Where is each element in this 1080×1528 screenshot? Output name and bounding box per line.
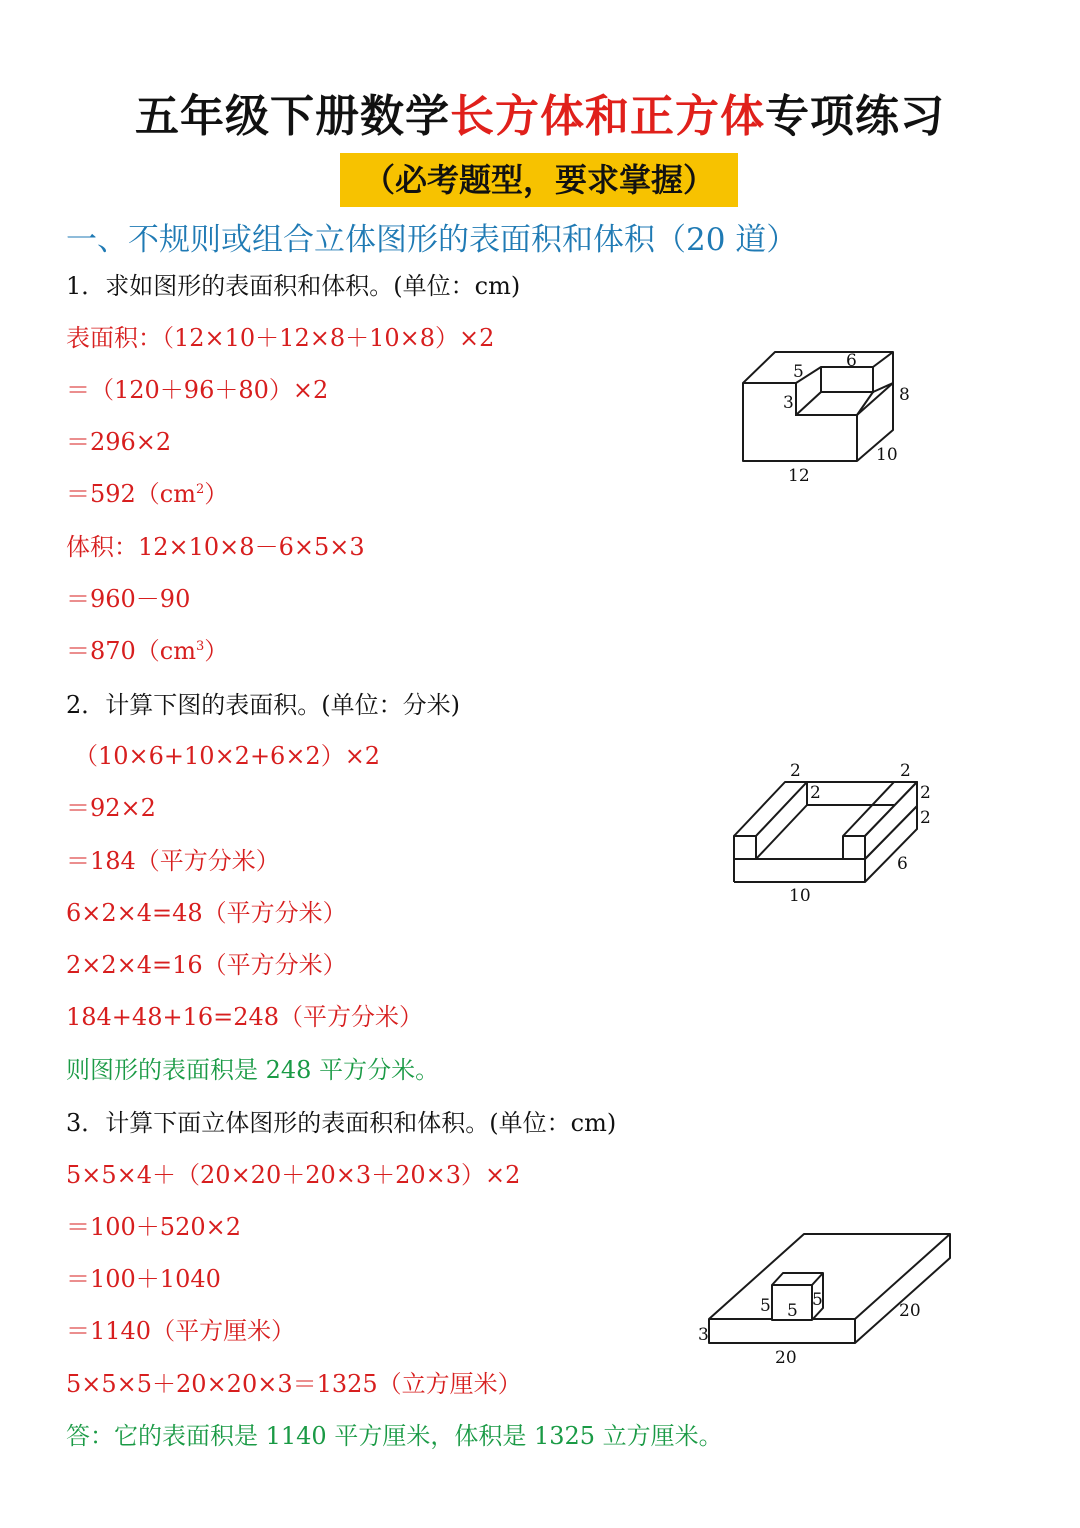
figure-label: 2 <box>920 808 931 828</box>
problem1-line: ＝296×2 <box>66 428 172 456</box>
problem1-line: ＝870（cm <box>66 637 197 665</box>
figure-label: 5 <box>793 362 804 382</box>
subtitle-banner <box>340 153 738 207</box>
figure-label: 20 <box>899 1301 921 1321</box>
figure-label: 2 <box>790 761 801 781</box>
problem1-volume-result <box>66 633 228 669</box>
problem2-line: 184+48+16=248（平方分米） <box>66 1003 424 1031</box>
figure-label: 2 <box>810 783 821 803</box>
title-highlight: 长方体和正方体 <box>450 91 765 142</box>
problem2-line: ＝184（平方分米） <box>66 847 280 875</box>
figure-label: 2 <box>920 783 931 803</box>
problem3-line: ＝100＋520×2 <box>66 1213 241 1241</box>
problem1-area-result <box>66 476 228 512</box>
problem2-answer: 则图形的表面积是 248 平方分米。 <box>66 1056 440 1084</box>
problem3-question: 3．计算下面立体图形的表面积和体积。(单位：cm) <box>66 1109 617 1137</box>
figure-label: 6 <box>846 351 857 371</box>
figure-label: 20 <box>775 1348 797 1368</box>
close-paren: ） <box>204 637 229 665</box>
figure-label: 12 <box>788 466 810 486</box>
problem3-answer: 答：它的表面积是 1140 平方厘米，体积是 1325 立方厘米。 <box>66 1422 723 1450</box>
figure-label: 10 <box>876 445 898 465</box>
problem1-line: ＝592（cm <box>66 480 197 508</box>
problem2-line: 6×2×4=48（平方分米） <box>66 899 347 927</box>
figure-2-u-channel <box>725 755 945 905</box>
problem1-line: ＝960－90 <box>66 585 191 613</box>
subtitle-text: （必考题型，要求掌握） <box>362 161 715 199</box>
problem1-line: ＝（120＋96＋80）×2 <box>66 376 329 404</box>
figure-3-cube-on-slab <box>695 1225 960 1370</box>
problem1-line: 体积：12×10×8－6×5×3 <box>66 533 365 561</box>
problem1-line: 表面积：（12×10＋12×8＋10×8）×2 <box>66 324 495 352</box>
problem2-question: 2．计算下图的表面积。(单位：分米) <box>66 691 460 719</box>
title-part1: 五年级下册数学 <box>135 91 450 142</box>
problem2-line: ＝92×2 <box>66 794 156 822</box>
problem3-line: 5×5×5＋20×20×3＝1325（立方厘米） <box>66 1370 522 1398</box>
close-paren: ） <box>204 480 229 508</box>
figure-label: 3 <box>698 1325 709 1345</box>
figure-label: 6 <box>897 854 908 874</box>
problem1-question: 1．求如图形的表面积和体积。(单位：cm) <box>66 272 521 300</box>
section-heading: 一、不规则或组合立体图形的表面积和体积（20 道） <box>66 222 798 258</box>
figure-label: 2 <box>900 761 911 781</box>
figure-label: 3 <box>783 393 794 413</box>
exponent: 2 <box>196 482 205 497</box>
problem3-line: ＝100＋1040 <box>66 1265 221 1293</box>
problem3-line: ＝1140（平方厘米） <box>66 1317 296 1345</box>
figure-label: 5 <box>787 1301 798 1321</box>
figure-label: 5 <box>760 1296 771 1316</box>
problem3-line: 5×5×4＋（20×20＋20×3＋20×3）×2 <box>66 1161 521 1189</box>
figure-label: 8 <box>899 385 910 405</box>
figure-label: 5 <box>812 1290 823 1310</box>
exponent: 3 <box>196 639 205 654</box>
problem2-line: 2×2×4=16（平方分米） <box>66 951 347 979</box>
title-part2: 专项练习 <box>765 91 945 142</box>
page-title <box>0 80 1080 144</box>
figure-1-notched-cuboid <box>730 340 930 490</box>
problem2-line: （10×6+10×2+6×2）×2 <box>74 742 381 770</box>
figure-label: 10 <box>789 886 811 905</box>
